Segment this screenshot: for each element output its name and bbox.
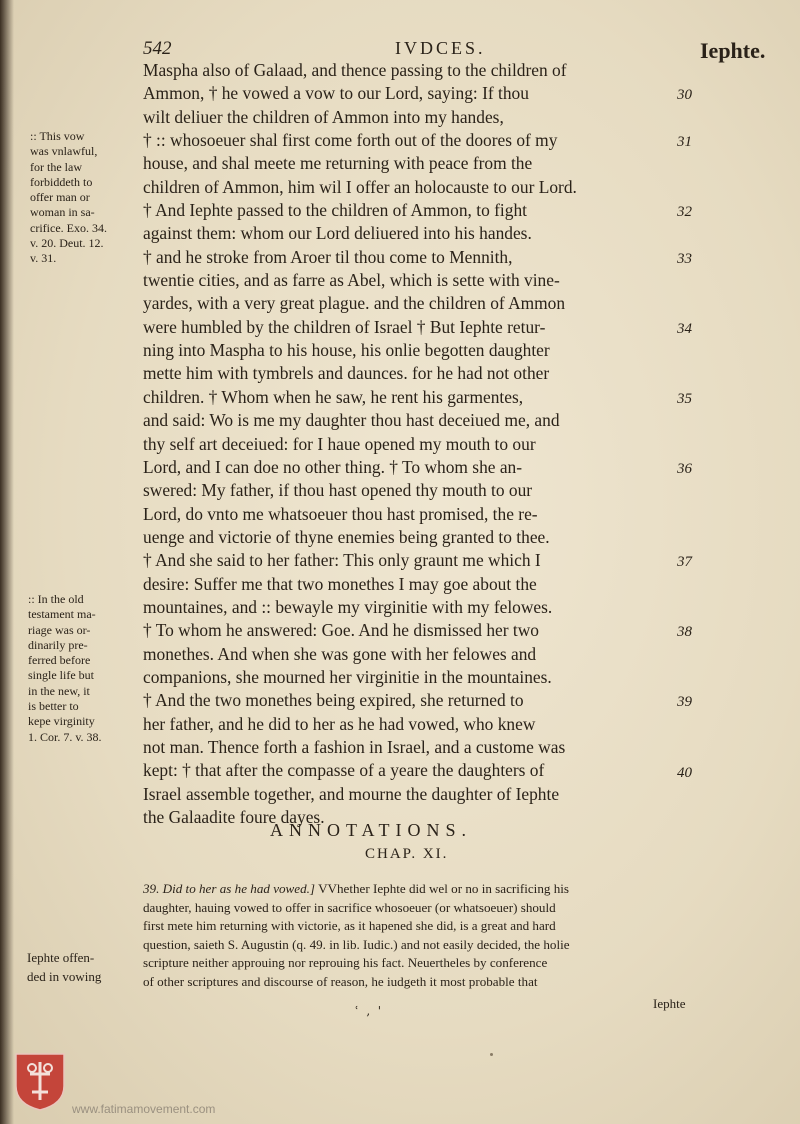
margin-note-line: offer man or [30,190,90,205]
annotation-text [143,880,708,991]
annotation-line: 39. Did to her as he had vowed.] VVhether Iephte did wel or no in sacrificing his [143,881,569,896]
body-line: and said: Wo is me my daughter thou hast deceiued me, and [143,410,560,431]
margin-note-line: in the new, it [28,683,90,698]
verse-number: 33 [677,250,692,267]
verse-number: 32 [677,204,692,221]
body-line: yardes, with a very great plague. and the children of Ammon [143,293,566,314]
annotation-line: scripture neither approuing nor reprouing his fact. Neuertheles by conference [143,955,548,970]
body-line: kept: † that after the compasse of a yeare the daughters of [143,760,545,781]
body-line: Ammon, † he vowed a vow to our Lord, saying: If thou [143,83,529,104]
margin-note-line: is better to [28,699,79,714]
verse-number: 40 [677,764,692,781]
body-line: were humbled by the children of Israel † But Iephte retur- [143,316,546,337]
body-line: wilt deliuer the children of Ammon into my handes, [143,106,504,127]
body-line: † And the two monethes being expired, she returned to [143,690,524,711]
body-line: twentie cities, and as farre as Abel, which is sette with vine- [143,270,560,291]
margin-note-line: single life but [28,668,94,683]
annotation-line: of other scriptures and discourse of reason, he iudgeth it most probable that [143,973,538,989]
body-line: against them: whom our Lord deliuered into his handes. [143,223,532,244]
body-line: companions, she mourned her virginitie in the mountaines. [143,666,552,687]
margin-note-line: kepe virginity [28,714,95,729]
margin-note-virginity [28,592,102,745]
catchword: Iephte [653,996,686,1011]
body-line: † To whom he answered: Goe. And he dismissed her two [143,620,539,641]
body-line: mette him with tymbrels and daunces. for he had not other [143,363,550,384]
margin-note-line: for the law [30,159,82,174]
body-line: Israel assemble together, and mourne the daughter of Iephte [143,783,560,804]
verse-number: 35 [677,390,692,407]
body-line: Maspha also of Galaad, and thence passing to the children of [143,60,567,80]
body-line: mountaines, and :: bewayle my virginitie with my felowes. [143,596,553,617]
verse-number: 38 [677,624,692,641]
margin-note-line: :: This vow [30,129,85,143]
running-head: Iephte. [700,38,766,63]
body-line: thy self art deceiued: for I haue opened my mouth to our [143,433,536,454]
annotation-line: daughter, hauing vowed to offer in sacrifice whosoeuer (or whatsoeuer) should [143,899,556,915]
verse-number: 30 [677,87,692,104]
body-line: swered: My father, if thou hast opened thy mouth to our [143,480,533,501]
ink-speck [490,1053,493,1056]
body-line: † And she said to her father: This only graunt me which I [143,550,541,571]
margin-note-line: testament ma- [28,607,96,622]
body-line: not man. Thence forth a fashion in Israel, and a custome was [143,736,566,757]
verse-number: 34 [677,320,692,337]
book-title: IVDCES. [395,38,486,58]
verse-number: 36 [677,460,692,477]
binding-shadow [0,0,14,1124]
body-line: † and he stroke from Aroer til thou come to Mennith, [143,246,513,267]
margin-note-line: ferred before [28,653,91,668]
body-line: † And Iephte passed to the children of Ammon, to fight [143,200,527,221]
margin-note-line: 1. Cor. 7. v. 38. [28,729,102,744]
body-line: children of Ammon, him wil I offer an holocauste to our Lord. [143,176,577,197]
margin-note-line: crifice. Exo. 34. [30,220,107,235]
margin-note-line: was vnlawful, [30,144,98,159]
body-line: desire: Suffer me that two monethes I may goe about the [143,573,537,594]
annotation-margin-label: Iephte offen- ded in vowing [27,950,102,984]
chapter-heading: CHAP. XI. [365,846,449,862]
annotation-line: question, saieth S. Augustin (q. 49. in lib. Iudic.) and not easily decided, the holie [143,936,570,952]
margin-note-line: dinarily pre- [28,637,88,652]
margin-note-line: :: In the old [28,592,84,606]
page-number: 542 [143,38,172,59]
body-line: the Galaadite foure dayes. [143,807,325,827]
verse-number: 37 [677,554,692,571]
annotations-heading: ANNOTATIONS. [270,820,473,840]
body-text [143,59,673,829]
body-line: monethes. And when she was gone with her felowes and [143,643,537,664]
margin-note-line: v. 20. Deut. 12. [30,236,104,251]
body-line: her father, and he did to her as he had vowed, who knew [143,713,536,734]
margin-note-line: riage was or- [28,622,91,637]
margin-note-vow [30,129,107,267]
margin-note-line: woman in sa- [30,205,95,220]
verse-number: 31 [677,134,692,151]
printer-marks: ʿ , ' [355,1004,382,1018]
annotation-lemma: 39. Did to her as he had vowed.] [143,881,316,896]
body-line: children. † Whom when he saw, he rent his garmentes, [143,386,524,407]
body-line: uenge and victorie of thyne enemies being granted to thee. [143,526,550,547]
verse-number: 39 [677,694,692,711]
body-line: Lord, do vnto me whatsoeuer thou hast promised, the re- [143,503,538,524]
watermark-url[interactable]: www.fatimamovement.com [72,1102,216,1116]
margin-note-line: v. 31. [30,251,57,266]
body-line: Lord, and I can doe no other thing. † To whom she an- [143,456,523,477]
fatima-movement-logo-icon [14,1052,66,1112]
body-line: † :: whosoeuer shal first come forth out of the doores of my [143,130,558,151]
body-line: ning into Maspha to his house, his onlie begotten daughter [143,340,550,361]
margin-note-line: forbiddeth to [30,174,93,189]
annotation-line: first mete him returning with victorie, as it hapened she did, is a great and hard [143,918,556,933]
body-line: house, and shal meete me returning with peace from the [143,153,533,174]
